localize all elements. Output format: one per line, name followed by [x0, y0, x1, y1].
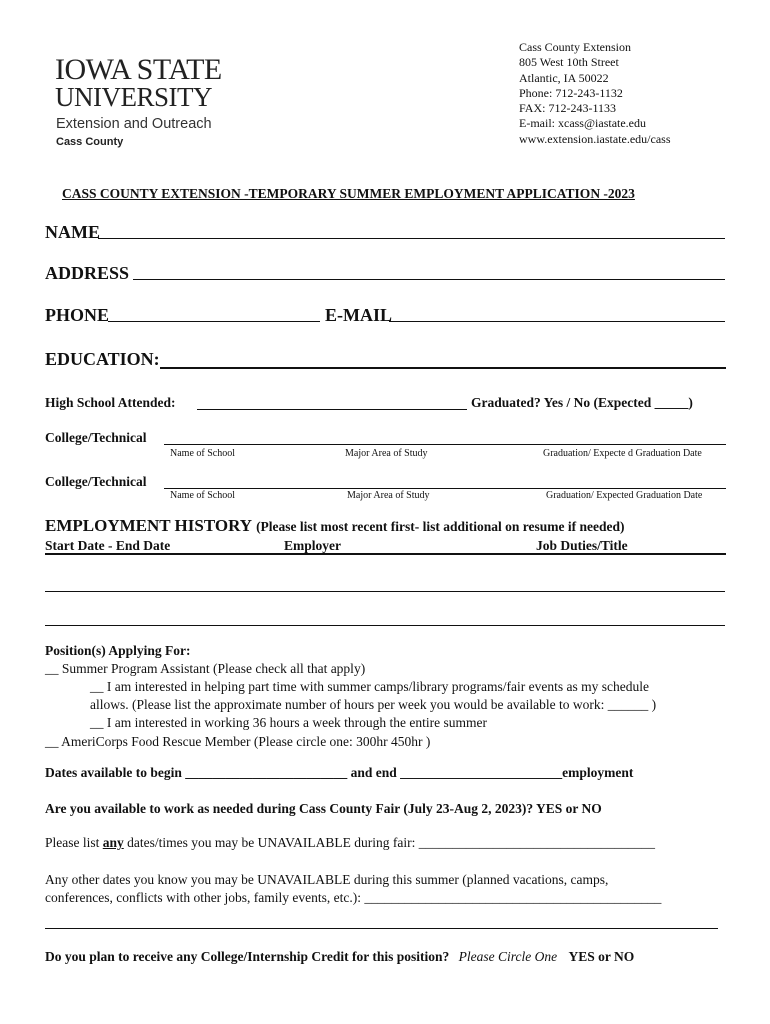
position-option: __ I am interested in working 36 hours a week through the entire summer	[90, 715, 488, 730]
position-option: __ AmeriCorps Food Rescue Member (Please circle one: 300hr 450hr )	[45, 734, 431, 749]
caption-grad-date: Graduation/ Expecte d Graduation Date	[543, 448, 702, 459]
education-rule	[160, 367, 726, 369]
contact-line: www.extension.iastate.edu/cass	[519, 131, 671, 146]
contact-block	[519, 40, 671, 147]
employment-heading-row	[45, 516, 625, 536]
college-label: College/Technical	[45, 430, 147, 445]
employment-header-rule	[45, 553, 726, 555]
position-option: __ I am interested in helping part time with summer camps/library programs/fair events as my schedule	[90, 679, 649, 694]
unavailable-pre: Please list	[45, 835, 103, 850]
page-title: CASS COUNTY EXTENSION -TEMPORARY SUMMER EMPLOYMENT APPLICATION -2023	[62, 186, 635, 201]
col-employer: Employer	[284, 538, 341, 553]
high-school-field[interactable]	[197, 409, 467, 410]
logo-line-3: Extension and Outreach	[56, 116, 212, 132]
logo-line-2: UNIVERSITY	[55, 82, 212, 112]
other-dates-line-2: conferences, conflicts with other jobs, family events, etc.): ____________________________________________	[45, 890, 662, 905]
caption-school: Name of School	[170, 448, 235, 459]
dates-available: Dates available to begin ________________________ and end ________________________employment	[45, 765, 634, 780]
contact-line: Cass County Extension	[519, 40, 632, 54]
other-dates-line[interactable]	[45, 928, 718, 929]
contact-line: Phone: 712-243-1132	[519, 85, 623, 100]
email-label: E-MAIL	[325, 305, 392, 325]
unavailable-post: dates/times you may be UNAVAILABLE during fair: ___________________________________	[123, 835, 655, 850]
positions-heading: Position(s) Applying For:	[45, 643, 191, 658]
unavailable-emphasis: any	[102, 835, 124, 850]
phone-field[interactable]	[108, 321, 320, 322]
high-school-label: High School Attended:	[45, 395, 176, 410]
college-label: College/Technical	[45, 474, 147, 489]
employment-line-1[interactable]	[45, 591, 725, 592]
address-label: ADDRESS	[45, 263, 130, 283]
name-label: NAME	[45, 222, 100, 242]
contact-line: FAX: 712-243-1133	[519, 101, 616, 116]
caption-grad-date: Graduation/ Expected Graduation Date	[546, 490, 703, 501]
name-field[interactable]	[98, 238, 725, 239]
college-field-2[interactable]	[164, 488, 726, 489]
fair-question: Are you available to work as needed during Cass County Fair (July 23-Aug 2, 2023)? YES or NO	[45, 801, 602, 816]
logo-line-4: Cass County	[56, 136, 124, 148]
email-field[interactable]	[389, 321, 725, 322]
caption-major: Major Area of Study	[347, 490, 430, 501]
graduated-question: Graduated? Yes / No (Expected _____)	[471, 395, 693, 410]
credit-answer: YES or NO	[568, 949, 635, 964]
contact-line: E-mail: xcass@iastate.edu	[519, 116, 647, 131]
phone-label: PHONE	[45, 305, 110, 325]
position-option: allows. (Please list the approximate number of hours per week you would be available to work: ______ )	[90, 697, 657, 712]
caption-school: Name of School	[170, 490, 235, 501]
contact-line: Atlantic, IA 50022	[519, 70, 609, 85]
contact-line: 805 West 10th Street	[519, 55, 619, 70]
address-field[interactable]	[133, 279, 725, 280]
other-dates-line-1: Any other dates you know you may be UNAVAILABLE during this summer (planned vacations, camps,	[45, 872, 609, 887]
education-label: EDUCATION:	[45, 349, 160, 369]
credit-row	[45, 949, 634, 965]
college-field-1[interactable]	[164, 444, 726, 445]
logo-line-1: IOWA STATE	[55, 53, 222, 86]
unavailable-fair-row	[45, 835, 655, 851]
credit-question: Do you plan to receive any College/Internship Credit for this position?	[45, 949, 450, 964]
col-dates: Start Date - End Date	[45, 538, 171, 553]
position-option: __ Summer Program Assistant (Please check all that apply)	[45, 661, 366, 676]
employment-line-2[interactable]	[45, 625, 725, 626]
col-duties: Job Duties/Title	[536, 538, 628, 553]
credit-hint: Please Circle One	[458, 949, 558, 964]
employment-heading: EMPLOYMENT HISTORY	[45, 516, 253, 535]
caption-major: Major Area of Study	[345, 448, 428, 459]
employment-note: (Please list most recent first- list additional on resume if needed)	[256, 519, 625, 534]
